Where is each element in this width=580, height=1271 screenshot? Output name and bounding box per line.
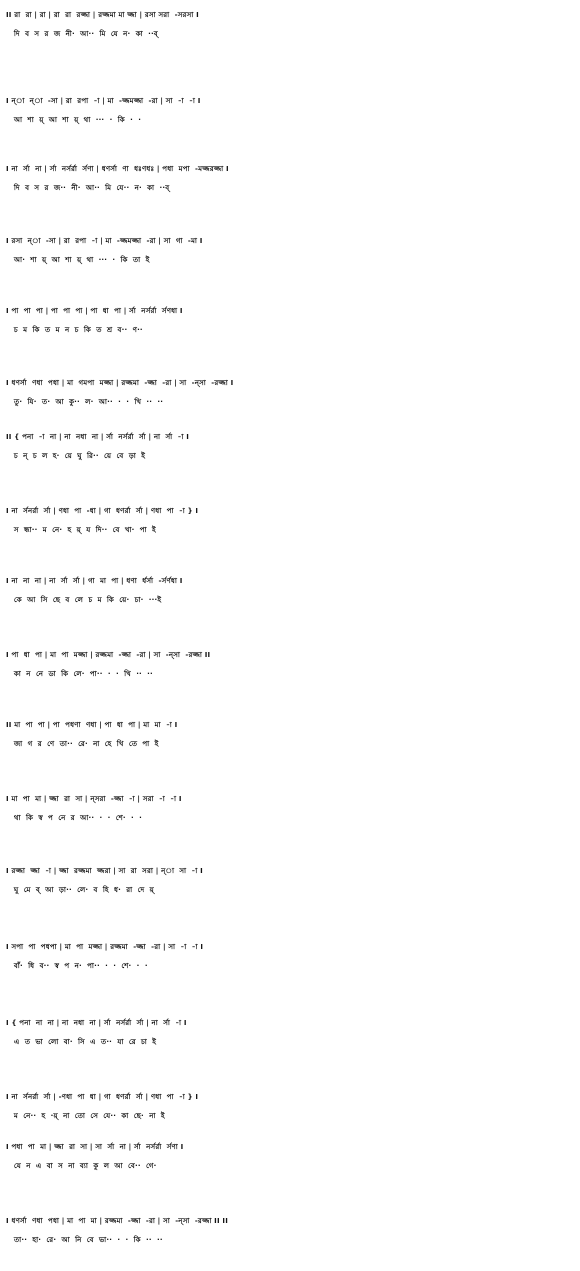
lyrics-line: ম নে·· হ ·য়্ না তো সে যে·· কা ছে· না ই [6,1112,165,1120]
lyrics-line: যে ন এ বা স না ব্যা কু ল আ বে·· গে· [6,1162,157,1170]
notation-line: I পা ধা পা | মা পা মজ্জা | রজ্জমা -জ্জা -রা | সা -ন্‌সা -রজ্জা II [6,651,211,659]
notation-line: II রা রা | রা | রা রা রজ্জা | রজ্জমা মা জ্জা | রসা সরা -সরসা I [6,11,199,19]
notation-line: I ধণর্সা ণধা পধা | মা গমপা মজ্জা | রজ্জমা -জ্জা -রা | সা -ন্‌সা -রজ্জা I [6,379,234,387]
notation-line: I না না না | না র্সা র্সা | গা মা পা | ধণা র্ধর্সা -র্সর্ণধা I [6,577,183,585]
notation-line: I না র্সনর্রা র্সা | ণধা পা -ধা | গা ধণর্রা র্সা | ণধা পা -া } I [6,507,199,515]
notation-line: I { পনা না না | না নধা না | র্সা নর্সর্রা র্সা | না র্সা -া I [6,1019,187,1027]
notation-line: I ধণর্সা ণধা পধা | মা পা মা | রজ্জমা -জ্জা -রা | সা -ন্‌সা -রজ্জা II II [6,1217,229,1225]
notation-line: I সপা পা পধপা | মা পা মজ্জা | রজ্জমা -জ্জা -রা | সা -া -া I [6,943,204,951]
notation-line: II মা পা পা | পা পধণা ণধা | পা ধা পা | মা মা -া I [6,721,178,729]
lyrics-line: তু· যি· ত· আ কু·· ল· আ·· · · খি ·· ·· [6,398,164,406]
notation-line: I পধা পা মা | জ্জা রা সা | সা র্সা না | র্সা নর্সর্রা র্সণা I [6,1143,184,1151]
lyrics-line: ঘু মে ব্ আ ড়া·· লে· ব হি ধ· রা দে য়্ [6,886,154,894]
lyrics-line: দি ব স র জ·· নী· আ·· মি যে·· ন· কা ··ব্ [6,184,170,192]
lyrics-line: জা গ র ণে তা·· রে· না হে খি তে পা ই [6,740,159,748]
notation-line: I মা পা মা | জ্জা রা সা | ন্‌সরা -জ্জা -া | সরা -া -া I [6,795,182,803]
lyrics-line: বাঁ· ধি ব·· স্ব প ন· পা·· · · শে· · · [6,962,148,970]
lyrics-line: চ ম কি ত ম ন চ কি ত শ্র ব·· ণ·· [6,326,143,334]
lyrics-line: তা·· হা· রে· আ নি বে ভা·· · · কি ·· ·· [6,1236,163,1244]
lyrics-line: দি ব স র জ নী· আ·· মি যে ন· কা ··ব্ [6,30,158,38]
lyrics-line: কে আ সি ছে ব লে চ ম কি য়ে· চা· ···ই [6,596,162,604]
lyrics-line: আ শা য়্ আ শা য়্ থা ··· · কি · · [6,116,142,124]
lyrics-line: চ ন্ চ ল হ· য়ে ঘু রি·· য়ে বে ড়া ই [6,452,146,460]
lyrics-line: আ· শা য়্ আ শা য়্ থা ··· · কি তা ই [6,256,150,264]
lyrics-line: থা কি স্ব প নে র আ·· · · শে· · · [6,814,143,822]
notation-line: I রসা ন্‌া -সা | রা রপা -া | মা -জ্জমজ্জা -রা | সা গা -মা I [6,237,203,245]
notation-line: I পা পা পা | পা পা পা | পা ধা পা | র্সা নর্সর্রা র্সণধা I [6,307,183,315]
notation-line: I না র্সা না | র্সা নর্সর্রা র্সণা | ধণর্সা ণা ধঃণধঃ | পধা মপা -মজ্জরজ্জা I [6,165,229,173]
lyrics-line: স ন্ধা·· ম নে· হ য়্ য দি·· বে খা· পা ই [6,526,156,534]
notation-line: I ন্‌া ন্‌া -সা | রা রপা -া | মা -জ্জমজ্জা -রা | সা -া -া I [6,97,201,105]
notation-line: II { পনা -া না | না নধা না | র্সা নর্সর্রা র্সা | না র্সা -া I [6,433,190,441]
notation-line: I রজ্জা জ্জা -া | জ্জা রজ্জমা জ্জরা | সা রা সরা | ন্‌া সা -া I [6,867,203,875]
lyrics-line: এ ত ভা লো বা· সি এ ত·· যা রে চা ই [6,1038,157,1046]
lyrics-line: কা ন নে ডা কি লে· পা·· · · খি ·· ·· [6,670,153,678]
notation-line: I না র্সনর্রা র্সা | -ণধা পা ধা | গা ধণর্রা র্সা | ণধা পা -া } I [6,1093,199,1101]
